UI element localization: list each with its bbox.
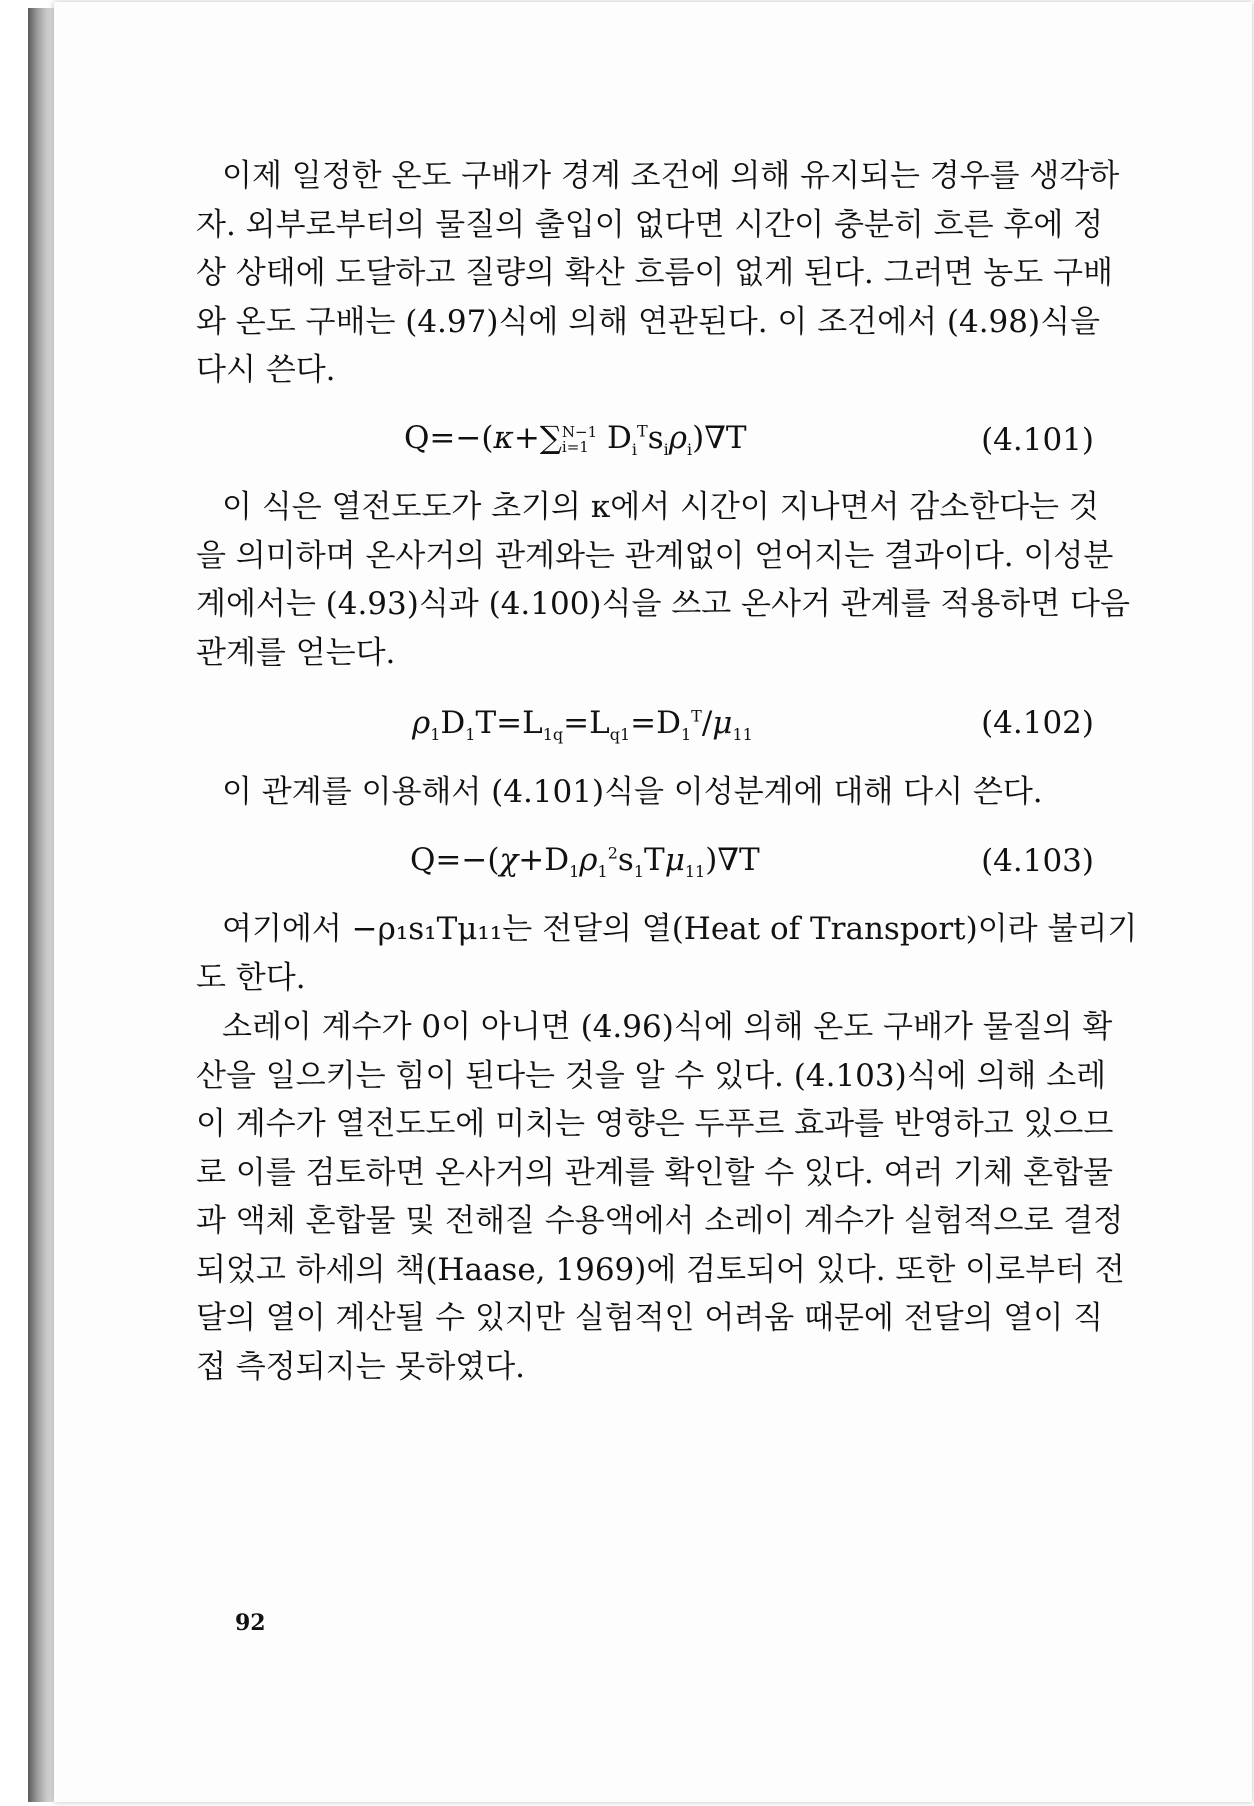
text-line: 자. 외부로부터의 물질의 출입이 없다면 시간이 충분히 흐른 후에 정: [196, 206, 1104, 243]
text-line: 소레이 계수가 0이 아니면 (4.96)식에 의해 온도 구배가 물질의 확: [222, 1009, 1113, 1045]
text-line: 이 관계를 이용해서 (4.101)식을 이성분계에 대해 다시 쓴다.: [222, 774, 1043, 810]
text-line: 을 의미하며 온사거의 관계와는 관계없이 얻어지는 결과이다. 이성분: [196, 537, 1114, 574]
page-number: 92: [235, 1610, 266, 1636]
text-line: 접 측정되지는 못하였다.: [196, 1348, 526, 1385]
text-line: 이 계수가 열전도도에 미치는 영향은 두푸르 효과를 반영하고 있으므: [196, 1106, 1114, 1142]
equation-number: (4.102): [981, 705, 1094, 741]
equation-number: (4.103): [981, 843, 1094, 879]
paragraph-2: [196, 483, 1130, 677]
text-line: 상 상태에 도달하고 질량의 확산 흐름이 없게 된다. 그러면 농도 구배: [196, 255, 1113, 291]
text-line: 로 이를 검토하면 온사거의 관계를 확인할 수 있다. 여러 기체 혼합물: [196, 1154, 1113, 1191]
book-spine: [28, 8, 54, 1802]
paragraph-5: [196, 1003, 1125, 1391]
paragraph-1: [196, 152, 1120, 395]
paragraph-3: [196, 768, 1096, 817]
text-line: 달의 열이 계산될 수 있지만 실험적인 어려움 때문에 전달의 열이 직: [196, 1300, 1104, 1336]
text-line: 되었고 하세의 책(Haase, 1969)에 검토되어 있다. 또한 이로부터 전: [196, 1251, 1125, 1288]
equation-4-101: Q=−(κ+∑ N−1 i=1 $D_i^Ts_i\rho_i)\nabla T$: [404, 420, 747, 460]
text-line: 와 온도 구배는 (4.97)식에 의해 연관된다. 이 조건에서 (4.98)식을: [196, 303, 1100, 340]
text-line: 계에서는 (4.93)식과 (4.100)식을 쓰고 온사거 관계를 적용하면 다음: [196, 586, 1130, 622]
text-line: 도 한다.: [196, 959, 306, 996]
text-line: 이제 일정한 온도 구배가 경계 조건에 의해 유지되는 경우를 생각하: [222, 158, 1120, 194]
text-line: 이 식은 열전도도가 초기의 κ에서 시간이 지나면서 감소한다는 것: [222, 489, 1099, 525]
text-line: 관계를 얻는다.: [196, 634, 396, 671]
equation-4-103: $Q=-(\chi+D_1\rho_1^2s_1T\mu_{11})\nabla T$: [410, 842, 760, 882]
text-line: 다시 쓴다.: [196, 352, 336, 388]
paragraph-4: [196, 905, 1138, 1002]
text-line: 과 액체 혼합물 및 전해질 수용액에서 소레이 계수가 실험적으로 결정: [196, 1203, 1124, 1239]
equation-number: (4.101): [981, 422, 1094, 458]
equation-4-102: $\rho_1D_1T=L_{1q}=L_{q1}=D_1^T/\mu_{11}$: [412, 705, 753, 745]
text-line: 여기에서 −ρ₁s₁Tμ₁₁는 전달의 열(Heat of Transport)이라 불리기: [222, 911, 1138, 947]
text-line: 산을 일으키는 힘이 된다는 것을 알 수 있다. (4.103)식에 의해 소레: [196, 1057, 1107, 1094]
